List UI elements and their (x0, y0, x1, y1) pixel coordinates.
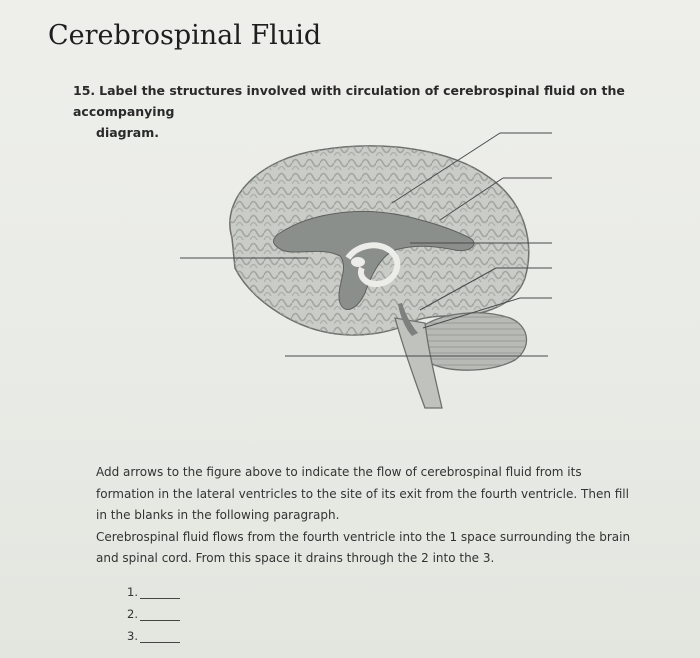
answer-line-2[interactable] (140, 608, 180, 621)
instruction-line: in the blanks in the following paragraph. (96, 508, 340, 523)
blank-label: 1. (127, 585, 138, 599)
paragraph-line: and spinal cord. From this space it drains through the 2 into the 3. (96, 551, 495, 566)
blank-1 (127, 577, 180, 599)
instructions-block (96, 462, 636, 570)
blank-2 (127, 599, 180, 621)
question-number: 15. (73, 83, 96, 98)
answer-line-1[interactable] (140, 586, 180, 599)
blank-label: 2. (127, 607, 138, 621)
blank-label: 3. (127, 629, 138, 643)
answer-blanks (127, 577, 180, 643)
question-text-line2: diagram. (96, 125, 159, 140)
question-text-line1: Label the structures involved with circulation of cerebrospinal fluid on the accompanying (73, 83, 625, 119)
answer-line-3[interactable] (140, 630, 180, 643)
blank-3 (127, 621, 180, 643)
page-title: Cerebrospinal Fluid (48, 20, 322, 51)
instruction-line: Add arrows to the figure above to indicate the flow of cerebrospinal fluid from its (96, 465, 582, 479)
instruction-line: formation in the lateral ventricles to the site of its exit from the fourth ventricle. Then fill (96, 486, 629, 501)
brain-diagram (180, 128, 560, 428)
paragraph-line: Cerebrospinal fluid flows from the fourth ventricle into the 1 space surrounding the brain (96, 529, 631, 544)
